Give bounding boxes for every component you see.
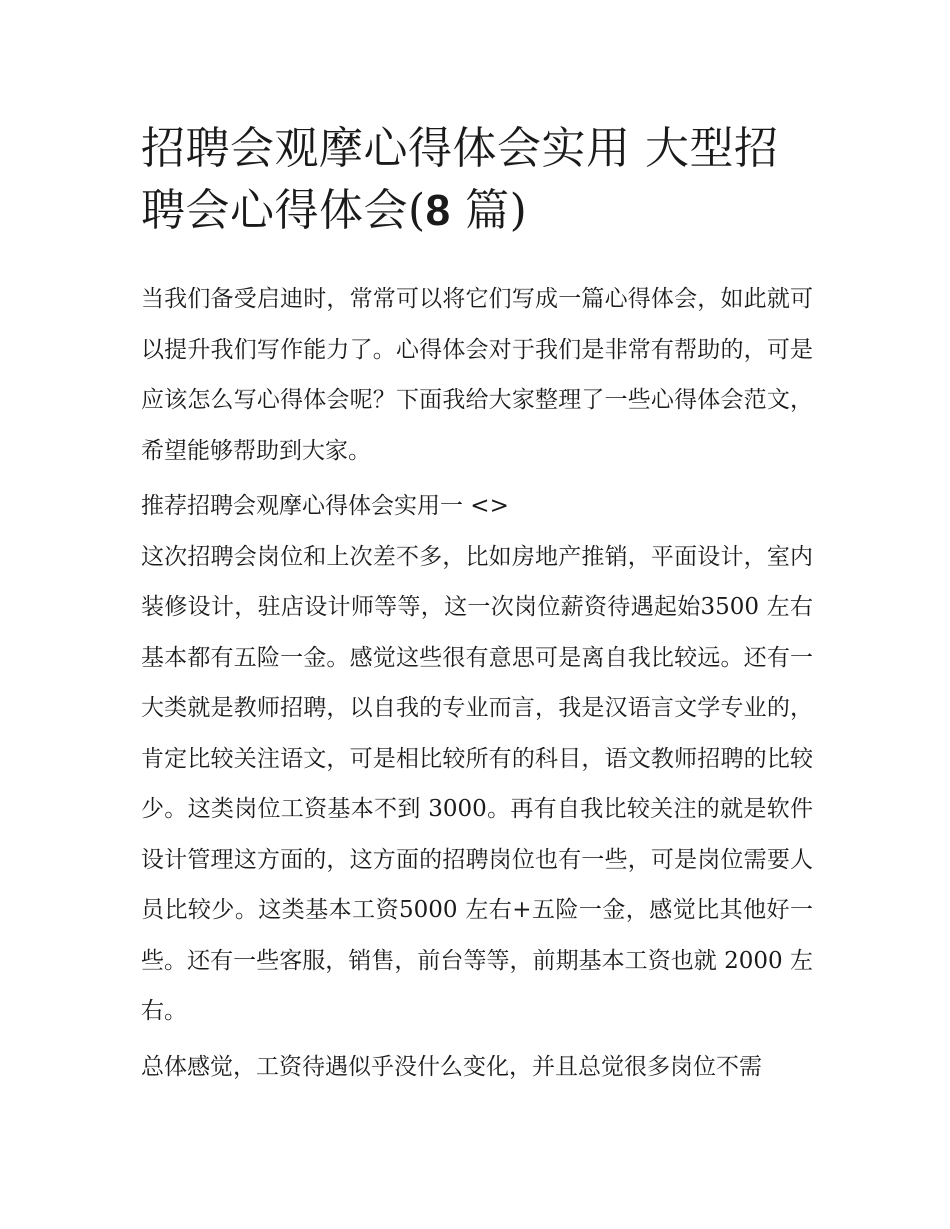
title-count: 8	[425, 186, 451, 235]
intro-paragraph: 当我们备受启迪时，常常可以将它们写成一篇心得体会，如此就可以提升我们写作能力了。心得体会对于我们是非常有帮助的，可是应该怎么写心得体会呢？下面我给大家整理了一些心得体会范文，希望能够帮助到大家。	[141, 286, 813, 464]
body-paragraph: 这次招聘会岗位和上次差不多，比如房地产推销，平面设计，室内装修设计，驻店设计师等等，这一次岗位薪资待遇起始3500 左右基本都有五险一金。感觉这些很有意思可是离自我比较远。还有一大类就是教师招聘，以自我的专业而言，我是汉语言文学专业的，肯定比较关注语文，可是相比较所有的科目，语文教师招聘的比较少。这类岗位工资基本不到 3000。再有自我比较关注的就是软件设计管理这方面的，这方面的招聘岗位也有一些，可是岗位需要人员比较少。这类基本工资5000 左右+五险一金，感觉比其他好一些。还有一些客服，销售，前台等等，前期基本工资也就 2000 左右。	[141, 543, 813, 1024]
title-main: 招聘会观摩心得体会实用 大型招聘会心得体会	[141, 123, 779, 236]
title-suffix: 篇)	[450, 185, 528, 236]
document-content	[141, 118, 813, 1097]
body-paragraph: 总体感觉，工资待遇似乎没什么变化，并且总觉很多岗位不需	[141, 1053, 762, 1080]
document-body	[141, 274, 813, 1092]
document-title	[141, 118, 813, 242]
title-paren-open: (	[408, 185, 426, 236]
section-heading: 推荐招聘会观摩心得体会实用一 <>	[141, 493, 509, 519]
